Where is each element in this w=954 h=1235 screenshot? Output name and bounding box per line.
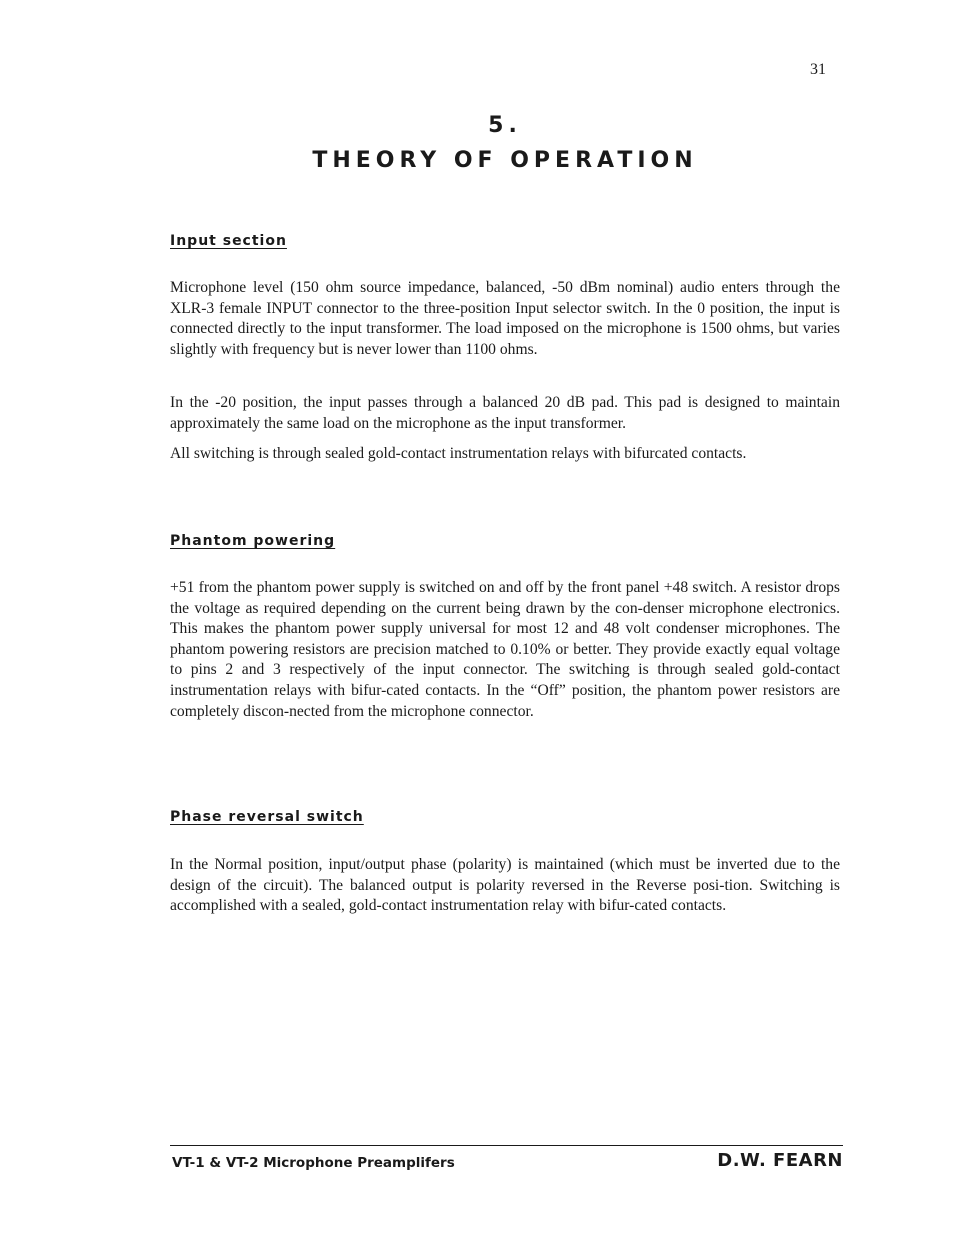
section-heading-input: Input section xyxy=(170,233,287,249)
paragraph: Microphone level (150 ohm source impedance, balanced, -50 dBm nominal) audio enters through the XLR-3 female INPUT connector to the three-position Input selector switch. In the 0 position, the input is connected directly to the input transformer. The load imposed on the microphone is 1500 ohms, but varies slightly with frequency but is never lower than 1100 ohms. xyxy=(170,279,840,358)
footer-brand: D.W. FEARN xyxy=(717,1150,843,1171)
chapter-title: THEORY OF OPERATION xyxy=(312,148,698,173)
footer-rule xyxy=(170,1145,843,1146)
paragraph: All switching is through sealed gold-contact instrumentation relays with bifurcated contacts. xyxy=(170,445,747,462)
paragraph: +51 from the phantom power supply is switched on and off by the front panel +48 switch. A resistor drops the voltage as required depending on the current being drawn by the con-denser microphone electronics. This makes the phantom power supply universal for most 12 and 48 volt condenser microphones. The phantom powering resistors are precision matched to 0.10% or better. They provide exactly equal voltage to pins 2 and 3 respectively of the input connector. The switching is through sealed gold-contact instrumentation relays with bifur-cated contacts. In the “Off” position, the phantom power resistors are completely discon-nected from the microphone connector. xyxy=(170,579,840,720)
paragraph: In the -20 position, the input passes through a balanced 20 dB pad. This pad is designed to maintain approximately the same load on the microphone as the input transformer. xyxy=(170,394,840,432)
section-heading-phase: Phase reversal switch xyxy=(170,809,364,825)
paragraph: In the Normal position, input/output phase (polarity) is maintained (which must be inverted due to the design of the circuit). The balanced output is polarity reversed in the Reverse posi-tion. Switching is accomplished with a sealed, gold-contact instrumentation relay with bifur-cated contacts. xyxy=(170,856,840,915)
section-heading-phantom: Phantom powering xyxy=(170,533,336,549)
page-number: 31 xyxy=(810,61,826,78)
chapter-heading xyxy=(0,108,954,178)
chapter-number: 5. xyxy=(488,113,522,138)
footer-product-name: VT-1 & VT-2 Microphone Preamplifers xyxy=(172,1155,455,1171)
